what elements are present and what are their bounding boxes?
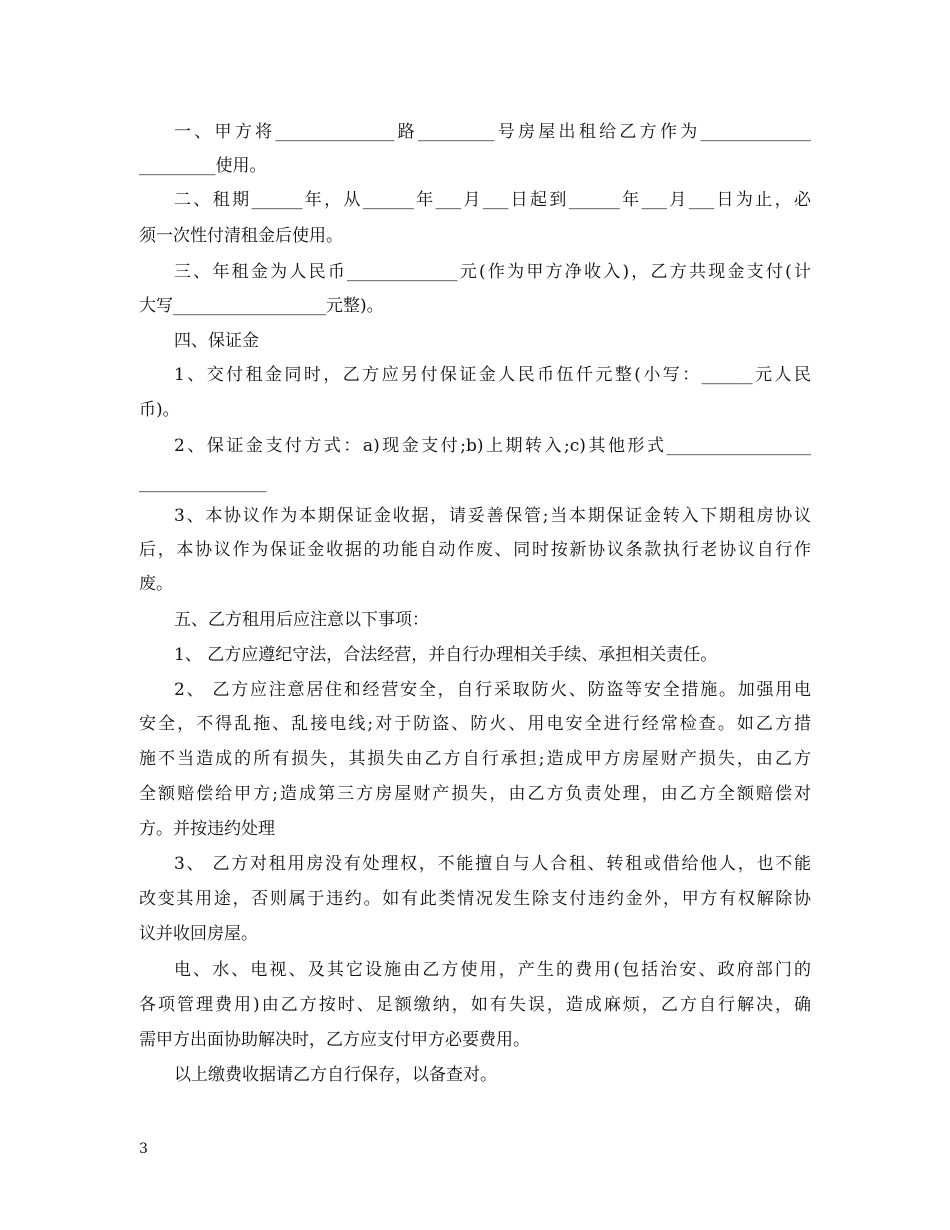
clause-5-item-1: 1、 乙方应遵纪守法，合法经营，并自行办理相关手续、承担相关责任。 bbox=[174, 645, 718, 665]
clause-4-item-3-line-3: 废。 bbox=[139, 574, 173, 594]
clause-4-item-1-line-2: 币)。 bbox=[139, 400, 180, 420]
clause-4-item-2-line-1: 2、保证金支付方式：a)现金支付;b)上期转入;c)其他形式_________________ bbox=[174, 436, 811, 456]
clause-4-item-3-line-2: 后，本协议作为保证金收据的功能自动作废、同时按新协议条款执行老协议自行作 bbox=[139, 540, 811, 560]
clause-5-item-2-line-5: 方。并按违约处理 bbox=[139, 819, 275, 839]
clause-2-line-2: 须一次性付清租金后使用。 bbox=[139, 226, 343, 246]
receipt-note: 以上缴费收据请乙方自行保存，以备查对。 bbox=[174, 1065, 497, 1085]
clause-5-item-2-line-4: 全额赔偿给甲方;造成第三方房屋财产损失，由乙方负责处理，由乙方全额赔偿对 bbox=[139, 784, 811, 804]
clause-1-line-1: 一、甲方将______________路_________号房屋出租给乙方作为_____________ bbox=[174, 122, 811, 142]
clause-5-heading: 五、乙方租用后应注意以下事项： bbox=[174, 610, 429, 630]
clause-4-item-3-line-1: 3、本协议作为本期保证金收据，请妥善保管;当本期保证金转入下期租房协议 bbox=[174, 506, 811, 526]
utilities-line-2: 各项管理费用)由乙方按时、足额缴纳，如有失误，造成麻烦，乙方自行解决，确 bbox=[139, 995, 811, 1015]
clause-5-item-2-line-3: 施不当造成的所有损失，其损失由乙方自行承担;造成甲方房屋财产损失，由乙方 bbox=[139, 749, 811, 769]
utilities-line-1: 电、水、电视、及其它设施由乙方使用，产生的费用(包括治安、政府部门的 bbox=[174, 960, 811, 980]
clause-5-item-3-line-3: 议并收回房屋。 bbox=[139, 924, 258, 944]
utilities-line-3: 需甲方出面协助解决时，乙方应支付甲方必要费用。 bbox=[139, 1030, 530, 1050]
clause-5-item-3-line-1: 3、 乙方对租用房没有处理权，不能擅自与人合租、转租或借给他人，也不能 bbox=[174, 854, 811, 874]
clause-4-heading: 四、保证金 bbox=[174, 331, 259, 351]
clause-5-item-3-line-2: 改变其用途，否则属于违约。如有此类情况发生除支付违约金外，甲方有权解除协 bbox=[139, 889, 811, 909]
clause-2-line-1: 二、租期______年，从______年___月___日起到______年___月___日为止，必 bbox=[174, 190, 811, 210]
clause-3-line-2: 大写__________________元整)。 bbox=[139, 296, 384, 316]
page-number: 3 bbox=[139, 1141, 148, 1157]
clause-4-item-1-line-1: 1、交付租金同时，乙方应另付保证金人民币伍仟元整(小写：______元人民 bbox=[174, 365, 811, 385]
clause-5-item-2-line-2: 安全，不得乱拖、乱接电线;对于防盗、防火、用电安全进行经常检查。如乙方措 bbox=[139, 714, 811, 734]
clause-1-line-2: _________使用。 bbox=[139, 156, 267, 176]
clause-5-item-2-line-1: 2、 乙方应注意居住和经营安全，自行采取防火、防盗等安全措施。加强用电 bbox=[174, 680, 811, 700]
clause-4-item-2-line-2: _______________ bbox=[139, 473, 267, 493]
clause-3-line-1: 三、年租金为人民币_____________元(作为甲方净收入)，乙方共现金支付(计 bbox=[174, 262, 811, 282]
